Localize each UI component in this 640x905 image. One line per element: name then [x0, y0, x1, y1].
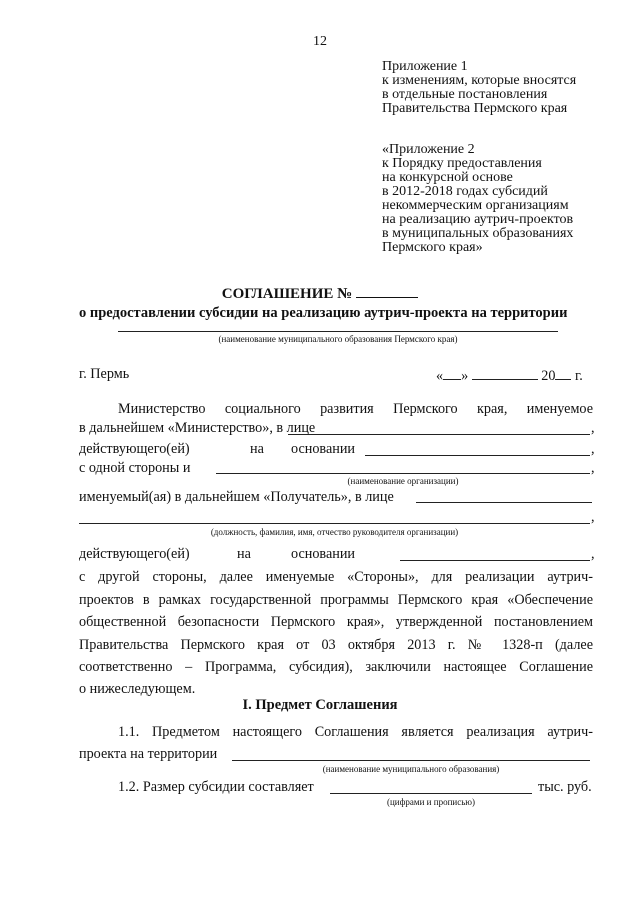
clause-1-1-line2: проекта на территории	[79, 746, 218, 762]
minister-basis-field[interactable]	[365, 455, 590, 456]
date-line	[436, 366, 583, 385]
comma: ,	[591, 420, 595, 436]
date-year-field[interactable]	[555, 366, 571, 380]
para3-line: соответственно – Программа, субсидия), заключили настоящее Соглашение	[79, 659, 593, 675]
para1-line3-c: основании	[291, 441, 356, 457]
para1-line4: с одной стороны и	[79, 460, 191, 476]
position-caption: (должность, фамилия, имя, отчество руководителя организации)	[210, 527, 459, 537]
appendix-2-header	[382, 143, 573, 255]
appendix-2-line: в муниципальных образованиях	[382, 226, 574, 241]
date-year-prefix: 20	[541, 368, 556, 384]
agreement-number-field[interactable]	[356, 283, 418, 298]
para2-line1: именуемый(ая) в дальнейшем «Получатель», в лице	[79, 489, 394, 505]
clause-1-2-unit: тыс. руб.	[538, 779, 592, 795]
date-year-suffix: г.	[575, 368, 583, 384]
appendix-1-line: Правительства Пермского края	[382, 101, 568, 116]
municipality-field-2[interactable]	[232, 760, 590, 761]
section-1-title: I. Предмет Соглашения	[242, 697, 398, 713]
subsidy-amount-field[interactable]	[330, 793, 532, 794]
comma: ,	[591, 546, 595, 562]
appendix-1-line: в отдельные постановления	[382, 87, 548, 102]
para1-line2-text: в дальнейшем «Министерство», в лице	[79, 420, 316, 436]
para3-line: проектов в рамках государственной программы Пермского края «Обеспечение	[79, 592, 593, 608]
organization-caption: (наименование организации)	[347, 476, 459, 486]
para3-line1-c: основании	[291, 546, 356, 562]
appendix-2-line: «Приложение 2	[382, 142, 475, 157]
date-quote-close: »	[461, 368, 469, 384]
organization-field[interactable]	[216, 473, 590, 474]
appendix-2-line: на реализацию аутрич-проектов	[382, 212, 574, 227]
comma: ,	[591, 509, 595, 525]
appendix-2-line: к Порядку предоставления	[382, 156, 542, 171]
para1-line1: Министерство социального развития Пермского края, именуемое	[118, 401, 593, 417]
date-month-field[interactable]	[472, 366, 538, 380]
agreement-subtitle: о предоставлении субсидии на реализацию аутрич-проекта на территории	[79, 305, 568, 321]
date-quote-open: «	[436, 368, 444, 384]
amount-caption: (цифрами и прописью)	[386, 797, 476, 807]
para3-line1-a: действующего(ей)	[79, 546, 190, 562]
appendix-2-line: в 2012-2018 годах субсидий	[382, 184, 548, 199]
appendix-1-header	[382, 60, 576, 116]
date-day-field[interactable]	[443, 366, 461, 380]
agreement-title-text: СОГЛАШЕНИЕ №	[221, 286, 353, 302]
para1-line3-a: действующего(ей)	[79, 441, 190, 457]
recipient-basis-field[interactable]	[400, 560, 590, 561]
appendix-1-line: к изменениям, которые вносятся	[382, 73, 577, 88]
municipality-caption-2: (наименование муниципального образования)	[322, 764, 500, 774]
appendix-1-line: Приложение 1	[382, 59, 468, 74]
clause-1-1-line1: 1.1. Предметом настоящего Соглашения является реализация аутрич-	[118, 724, 593, 740]
recipient-rep-field[interactable]	[416, 502, 592, 503]
para3-line: с другой стороны, далее именуемые «Стороны», для реализации аутрич-	[79, 569, 593, 585]
appendix-2-line: некоммерческим организациям	[382, 198, 569, 213]
para3-line: Правительства Пермского края от 03 октября 2013 г. № 1328-п (далее	[79, 637, 593, 653]
minister-rep-field[interactable]	[288, 434, 590, 435]
para3-line: общественной безопасности Пермского края», утвержденной постановлением	[79, 614, 593, 630]
page-number: 12	[313, 34, 327, 49]
clause-1-2-text: 1.2. Размер субсидии составляет	[118, 779, 314, 795]
agreement-title	[0, 283, 640, 303]
municipality-caption: (наименование муниципального образования Пермского края)	[218, 334, 458, 344]
para1-line3-b: на	[250, 441, 264, 457]
recipient-rep-field-2[interactable]	[79, 523, 590, 524]
city-label: г. Пермь	[79, 366, 130, 382]
para3-last-line: о нижеследующем.	[79, 681, 196, 697]
comma: ,	[591, 441, 595, 457]
comma: ,	[591, 460, 595, 476]
municipality-blank[interactable]	[118, 331, 558, 332]
appendix-2-line: Пермского края»	[382, 240, 483, 255]
appendix-2-line: на конкурсной основе	[382, 170, 513, 185]
para3-line1-b: на	[237, 546, 251, 562]
